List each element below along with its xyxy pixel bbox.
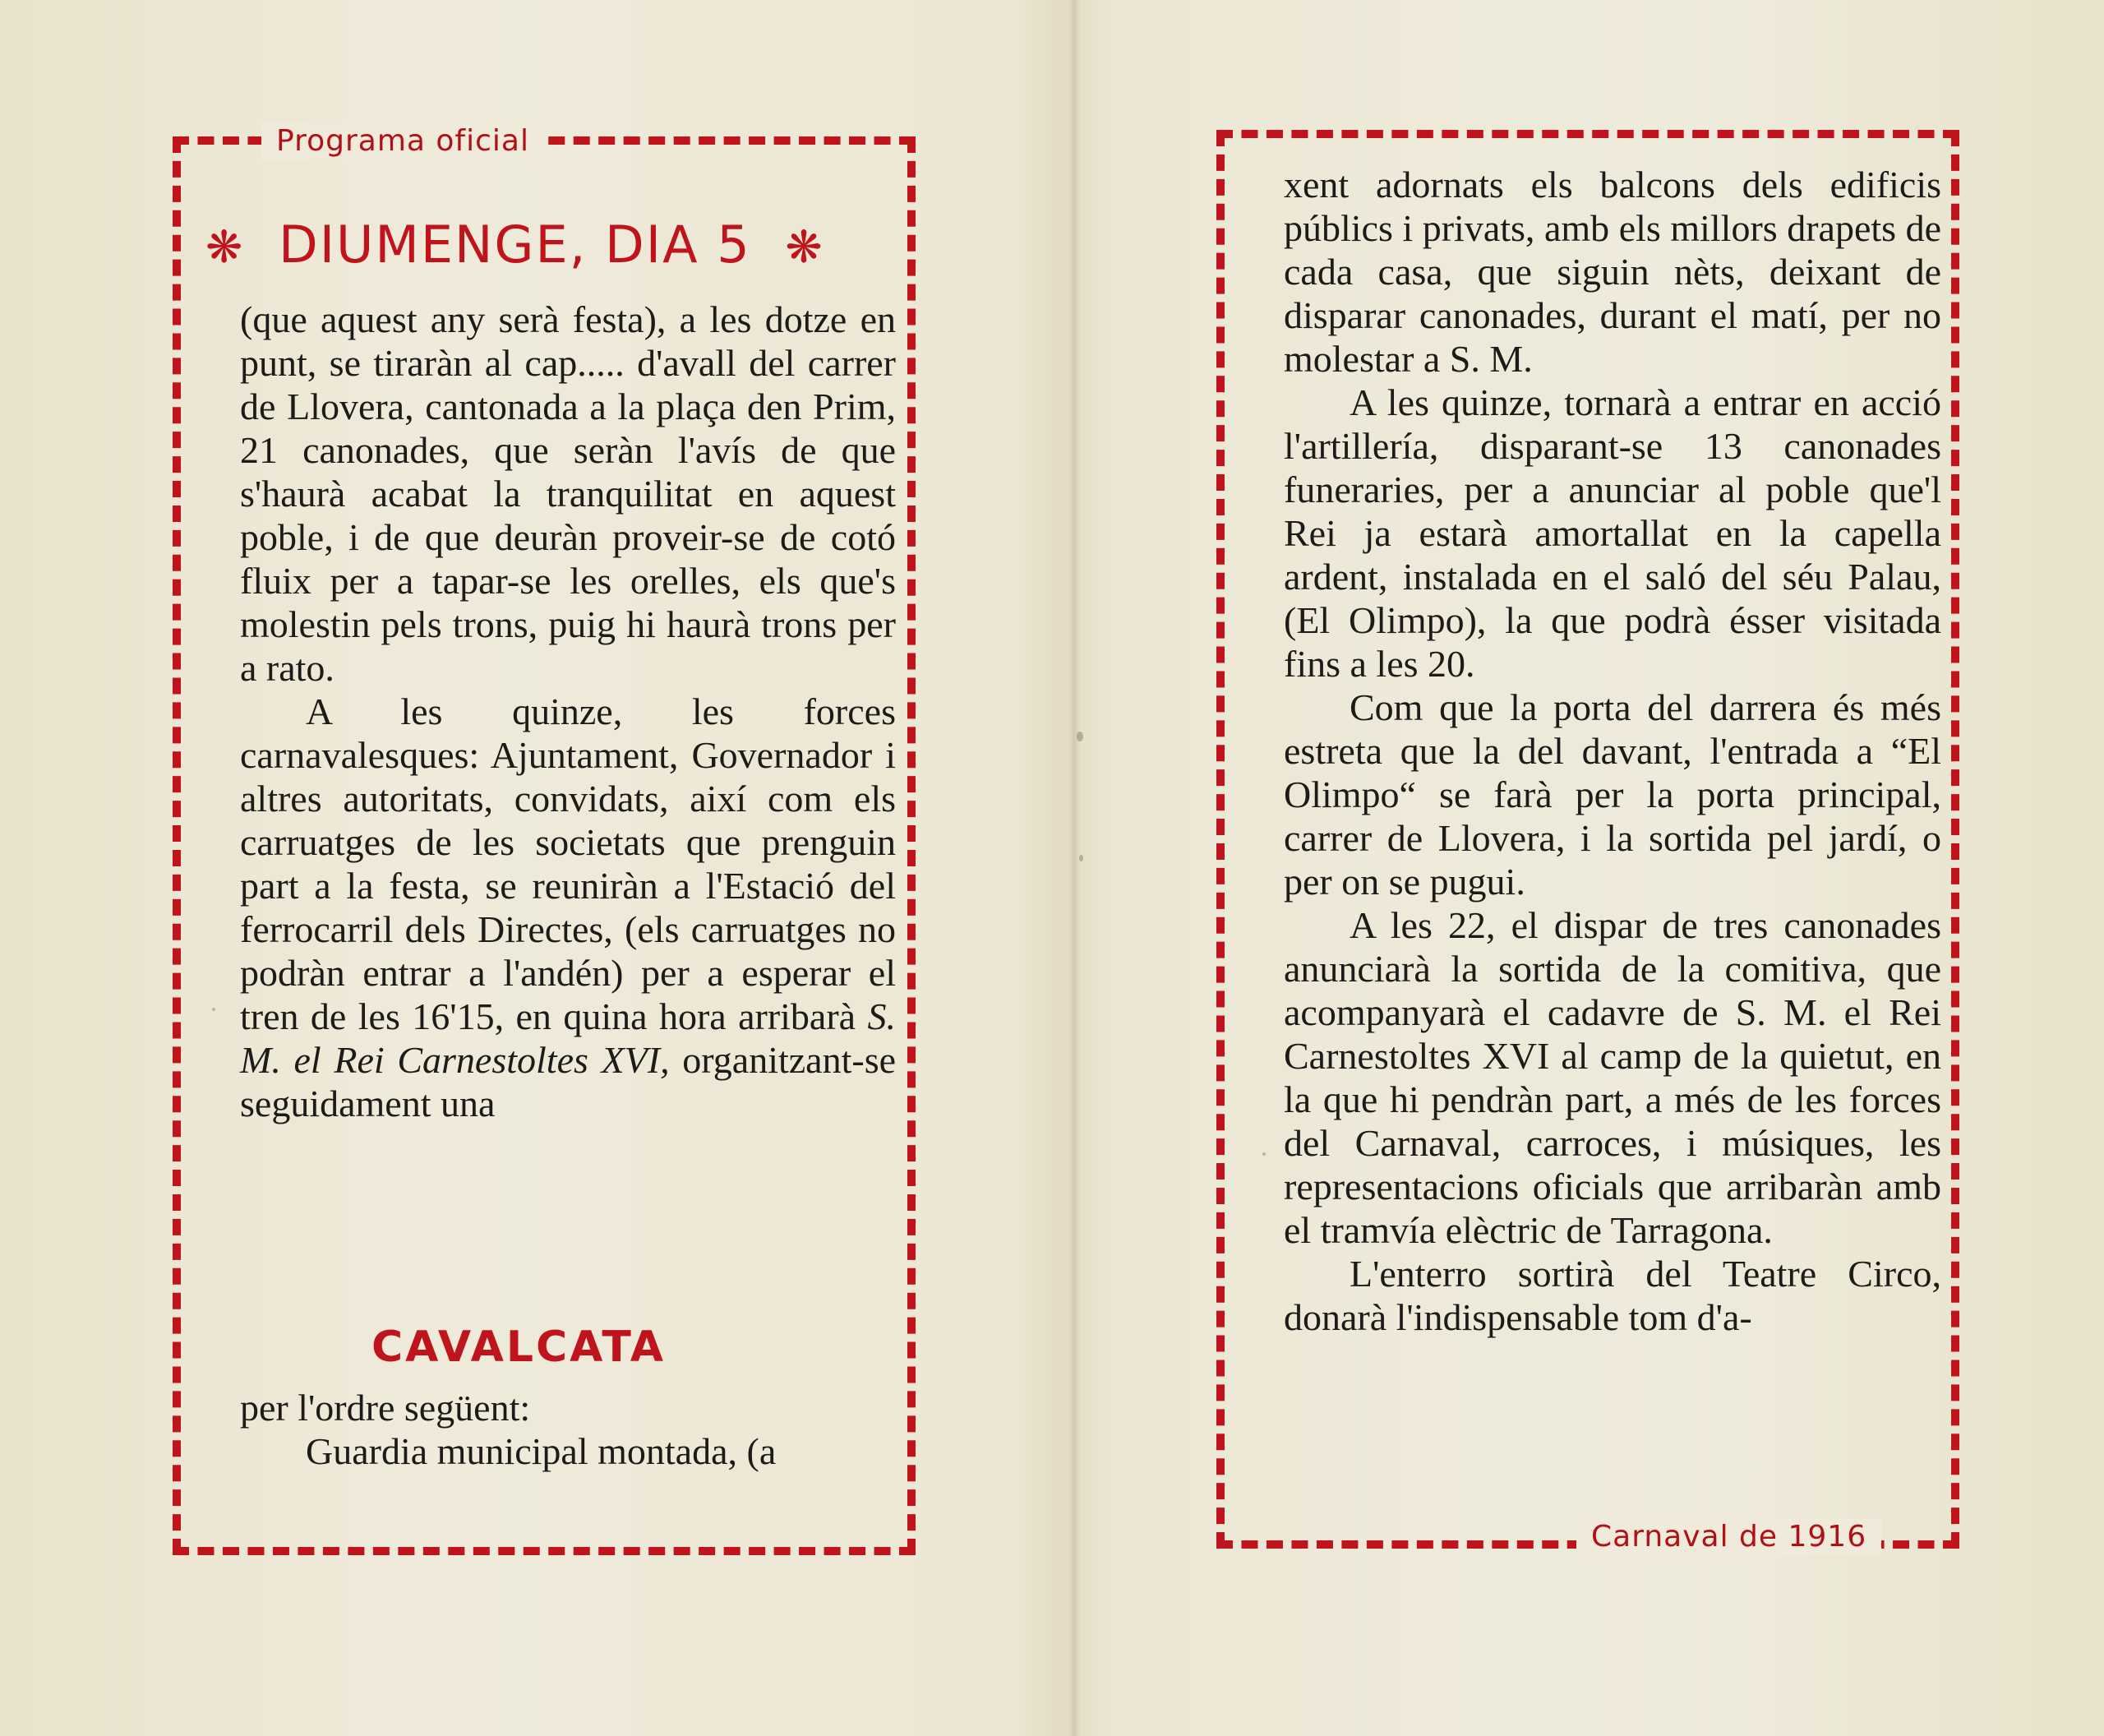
heading-text: DIUMENGE, DIA 5 [278, 215, 751, 275]
footer-label: Carnaval de 1916 [1576, 1519, 1881, 1555]
paragraph: A les quinze, tornarà a entrar en acció l'artillería, disparant-se 13 canonades funeraries, per a anunciar al poble que'l Rei ja estarà amortallat en la capella ardent, instalada en el saló del séu Palau, (El Olimpo), la que podrà ésser visitada fins a les 20. [1284, 381, 1941, 685]
paragraph: L'enterro sortirà del Teatre Circo, donarà l'indispensable tom d'a- [1284, 1253, 1941, 1338]
asterisk-ornament-icon: ❋ [205, 221, 245, 273]
section-heading [205, 212, 896, 280]
paper-speck [1077, 732, 1083, 741]
right-column-text [1284, 163, 1941, 1339]
paragraph: Guardia municipal montada, (a [306, 1430, 777, 1472]
paragraph: Com que la porta del darrera és més estreta que la del davant, l'entrada a “El Olimpo“ se farà per la porta principal, carrer de Llovera, i la sortida pel jardí, o per on se pugui. [1284, 686, 1941, 903]
paragraph: A les 22, el dispar de tres canonades anunciarà la sortida de la comitiva, que acompanyarà el cadavre de S. M. el Rei Carnestoltes XVI al camp de la quietut, en la que hi pendràn part, a més de les forces del Carnaval, carroces, i músiques, les representacions oficials que arribaràn amb el tramvía elèctric de Tarragona. [1284, 904, 1941, 1251]
left-column-tail [240, 1386, 896, 1473]
text-run: A les quinze, les forces carnavalesques: Ajuntament, Governador i altres autoritats, convidats, així com els carruatges de les societats que prenguin part a la festa, se reuniràn a l'Estació del ferrocarril dels Directes, (els carruatges no podràn entrar a l'andén) per a esperar el tren de les 16'15, en quina hora arribarà [240, 690, 896, 1037]
text-run: organitzant-se seguidament una [240, 1039, 897, 1124]
paragraph [240, 690, 896, 1125]
italic-text: S. M. el Rei Carnestoltes XVI, [240, 995, 896, 1081]
paper-speck [1079, 855, 1083, 861]
asterisk-ornament-icon: ❋ [785, 221, 824, 273]
page-fold [1068, 0, 1080, 1736]
left-column-text [240, 298, 896, 1125]
header-label: Programa oficial [261, 123, 544, 159]
paragraph: (que aquest any serà festa), a les dotze en punt, se tiraràn al cap..... d'avall del carrer de Llovera, cantonada a la plaça den Prim, 21 canonades, que seràn l'avís de que s'haurà acabat la tranquilitat en aquest poble, i de que deuràn proveir-se de cotó fluix per a tapar-se les orelles, els que's molestin pels trons, puig hi haurà trons per a rato. [240, 298, 896, 689]
paragraph: per l'ordre següent: [240, 1387, 531, 1429]
cavalcata-heading: CAVALCATA [371, 1323, 667, 1372]
paragraph: xent adornats els balcons dels edificis públics i privats, amb els millors drapets de cada casa, que siguin nèts, deixant de disparar canonades, durant el matí, per no molestar a S. M. [1284, 164, 1941, 380]
